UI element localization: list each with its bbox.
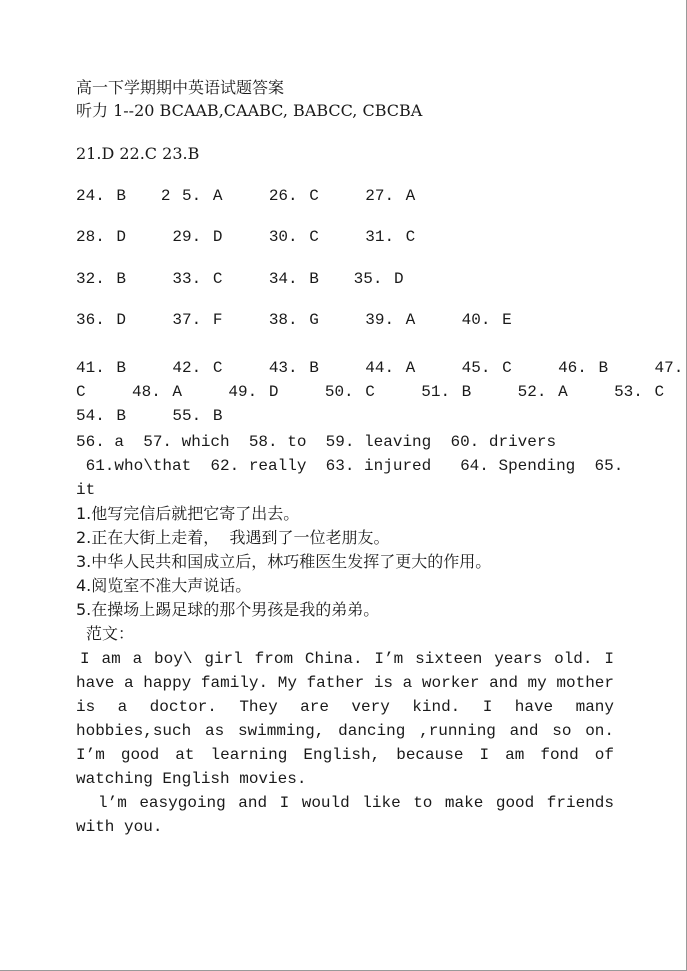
answers-61-65: 61.who\that 62. really 63. injured 64. Spending 65. [76,457,624,475]
answers-24-27: 24. B 2 5. A 26. C 27. A [76,187,416,205]
answers-56-60: 56. a 57. which 58. to 59. leaving 60. drivers [76,433,557,451]
translation-2: 2.正在大街上走着， 我遇到了一位老朋友。 [76,528,390,547]
essay-paragraph-2: l’m easygoing and I would like to make good friends with you. [76,794,614,836]
translation-3: 3.中华人民共和国成立后，林巧稚医生发挥了更大的作用。 [76,552,492,571]
answers-47-53: C 48. A 49. D 50. C 51. B 52. A 53. C [76,383,665,401]
answers-41-47: 41. B 42. C 43. B 44. A 45. C 46. B 47. [76,359,684,377]
answers-28-31: 28. D 29. D 30. C 31. C [76,228,416,246]
answers-32-35: 32. B 33. C 34. B 35. D [76,270,404,288]
translation-5: 5.在操场上踢足球的那个男孩是我的弟弟。 [76,600,380,619]
answers-21-23: 21.D 22.C 23.B [76,144,200,163]
answers-36-40: 36. D 37. F 38. G 39. A 40. E [76,311,512,329]
document-title: 高一下学期期中英语试题答案 [76,78,285,97]
answers-65-end: it [76,481,96,499]
translation-1: 1.他写完信后就把它寄了出去。 [76,504,300,523]
listening-answers: 听力 1--20 BCAAB,CAABC, BABCC, CBCBA [76,101,423,120]
essay-heading: 范文： [86,624,135,643]
essay-paragraph-1: I am a boy\ girl from China. I’m sixteen years old. I have a happy family. My father is a worker and my mother is a doctor. They are very kind. I have many hobbies,such as swimming, dancing ,running and so on. I’m good at learning English, because I am fond of watching English movies. [76,650,614,788]
answers-54-55: 54. B 55. B [76,407,223,425]
translation-4: 4.阅览室不准大声说话。 [76,576,252,595]
